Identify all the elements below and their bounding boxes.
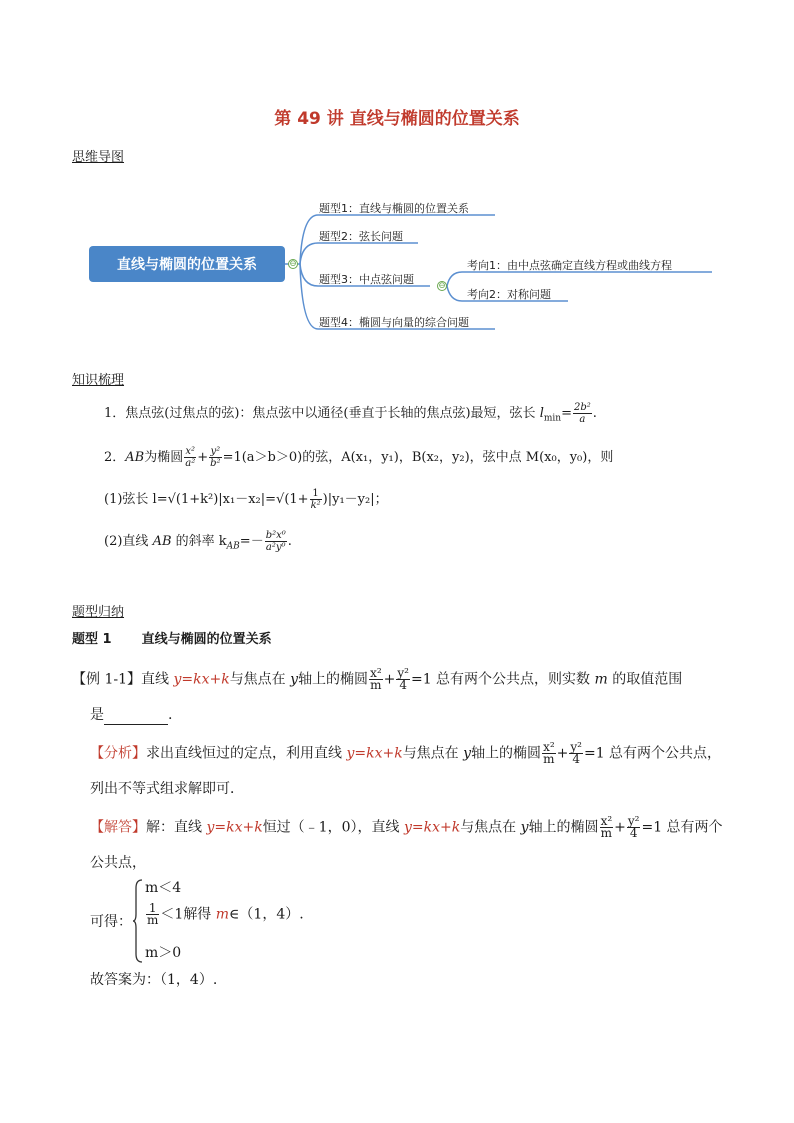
mindmap-node-type1[interactable]: 题型1：直线与椭圆的位置关系 [319,202,469,215]
mindmap-root[interactable]: 直线与椭圆的位置关系 [89,246,285,282]
answer-line: 故答案为：（1，4）. [90,972,218,988]
solution: 【解答】解：直线 y=kx+k恒过（﹣1，0），直线 y=kx+k与焦点在 y轴上的椭圆 $\frac{\text{x²}}{m}$ + $\frac{\text{y²}}{4}$ =1 总有两个 [90,814,723,840]
analysis-cont: 列出不等式组求解即可． [90,781,244,797]
knowledge-point-3: (1)弦长 l=√(1+k²)|x₁－x₂|=√(1+ $\frac{1}{\text{k²}}$ )|y₁－y₂|； [104,488,388,511]
section-mindmap: 思维导图 [72,150,125,165]
mindmap-node-type4[interactable]: 题型4：椭圆与向量的综合问题 [319,316,469,329]
page-title: 第 49 讲 直线与椭圆的位置关系 [274,109,520,129]
collapse-icon[interactable]: ⊖ [438,281,446,291]
fraction: $\frac{\text{2b²}}{a}$ [574,402,591,425]
knowledge-point-1: 1．焦点弦(过焦点的弦)：焦点弦中以通径(垂直于长轴的焦点弦)最短，弦长 $l_{min}=$ $\frac{\text{2b²}}{a}$ . [104,402,597,425]
answer-blank [104,710,168,725]
system-line-2: $\frac{1}{m}$ ＜1解得 m∈（1，4）. [147,901,304,927]
solution-cont: 公共点， [90,855,146,871]
brace-icon [132,878,144,964]
analysis: 【分析】求出直线恒过的定点，利用直线 y=kx+k与焦点在 y轴上的椭圆 $\frac{\text{x²}}{m}$ + $\frac{\text{y²}}{4}$ =1 总有两个公共点， [90,740,722,766]
knowledge-point-2: 2．AB为椭圆 $\frac{\text{x²}}{\text{a²}}$ + $\frac{\text{y²}}{\text{b²}}$ =1(a＞b＞0)的弦，A(x₁，y₁)，B(x₂，y₂)，弦中点 M(x₀，y₀)，则 [104,446,614,469]
section-knowledge: 知识梳理 [72,373,125,388]
keyi-label: 可得： [90,914,132,930]
system-line-1: m＜4 [145,880,182,896]
knowledge-point-4: (2)直线 AB 的斜率 $k_{AB}=-$ $\frac{\text{b²x⁰}}{\text{a²y⁰}}$ . [104,530,292,553]
example-1-1-cont: 是 . [90,707,173,723]
system-line-3: m＞0 [145,945,182,961]
collapse-icon[interactable]: ⊖ [289,259,297,269]
mindmap-subnode-1[interactable]: 考向1：由中点弦确定直线方程或曲线方程 [467,259,672,272]
mindmap-subnode-2[interactable]: 考向2：对称问题 [467,288,551,301]
example-1-1: 【例 1-1】直线 y=kx+k与焦点在 y轴上的椭圆 $\frac{\text{x²}}{m}$ + $\frac{\text{y²}}{4}$ =1 总有两个公共点，则实数 m 的取值范围 [72,666,683,692]
mindmap-connectors [0,0,794,360]
type1-heading: 题型 1 直线与椭圆的位置关系 [72,632,272,647]
section-types: 题型归纳 [72,605,125,620]
mindmap-node-type2[interactable]: 题型2：弦长问题 [319,230,403,243]
mindmap-node-type3[interactable]: 题型3：中点弦问题 [319,273,414,286]
